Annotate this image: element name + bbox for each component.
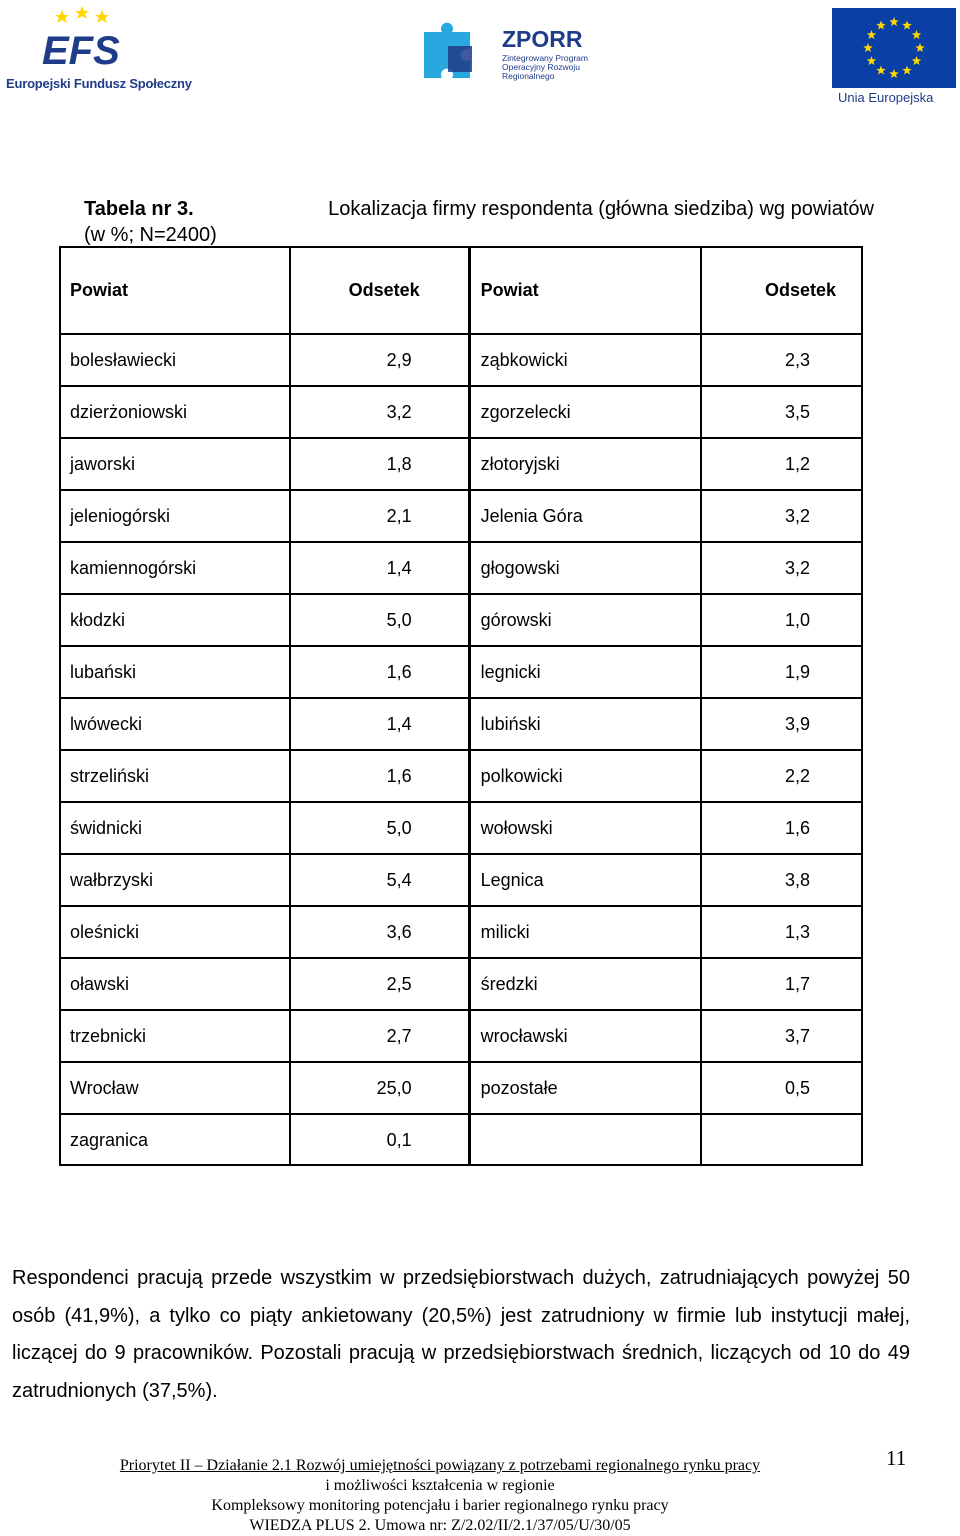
table-row <box>60 543 862 595</box>
table-row <box>60 1115 862 1165</box>
table-row <box>60 335 862 387</box>
table-caption-label: Tabela nr 3. <box>84 198 194 220</box>
cell-powiat-1: bolesławiecki <box>60 335 291 387</box>
cell-powiat-1: świdnicki <box>60 803 291 855</box>
body-paragraph: Respondenci pracują przede wszystkim w przedsiębiorstwach dużych, zatrudniających powyżej 50 osób (41,9%), a tylko co piąty ankietowany (20,5%) jest zatrudniony w firmie lub instytucji małej, liczącej do 9 pracowników. Pozostali pracują w przedsiębiorstwach średnich, liczących od 10 do 49 zatrudnionych (37,5%). <box>12 1267 910 1402</box>
cell-powiat-2: milicki <box>471 907 703 959</box>
cell-powiat-2: polkowicki <box>471 751 703 803</box>
eu-star-icon <box>867 56 877 65</box>
table-row <box>60 647 862 699</box>
table-header-row <box>60 247 862 335</box>
cell-powiat-2: średzki <box>471 959 703 1011</box>
cell-odsetek-1: 1,8 <box>291 439 470 491</box>
cell-powiat-1: wałbrzyski <box>60 855 291 907</box>
cell-powiat-1: jaworski <box>60 439 291 491</box>
cell-odsetek-2: 3,7 <box>702 1011 862 1063</box>
cell-powiat-2: ząbkowicki <box>471 335 703 387</box>
eu-caption: Unia Europejska <box>838 90 934 105</box>
footer-line-3: Kompleksowy monitoring potencjału i barier regionalnego rynku pracy <box>211 1497 669 1514</box>
cell-powiat-2: Jelenia Góra <box>471 491 703 543</box>
cell-powiat-1: kamiennogórski <box>60 543 291 595</box>
cell-powiat-1: jeleniogórski <box>60 491 291 543</box>
header-odsetek-2: Odsetek <box>702 247 862 335</box>
svg-text:EFS: EFS <box>42 29 120 72</box>
cell-powiat-2 <box>471 1115 703 1165</box>
eu-star-icon <box>902 66 912 75</box>
efs-logo <box>4 4 192 96</box>
table-row <box>60 959 862 1011</box>
zporr-logo <box>418 22 588 92</box>
cell-odsetek-1: 1,4 <box>291 543 470 595</box>
cell-powiat-1: kłodzki <box>60 595 291 647</box>
cell-powiat-2: legnicki <box>471 647 703 699</box>
cell-powiat-1: zagranica <box>60 1115 291 1165</box>
eu-star-icon <box>912 30 922 39</box>
cell-odsetek-2: 3,2 <box>702 491 862 543</box>
table-row <box>60 439 862 491</box>
cell-odsetek-1: 3,6 <box>291 907 470 959</box>
cell-odsetek-1: 0,1 <box>291 1115 470 1165</box>
table-row <box>60 491 862 543</box>
cell-odsetek-1: 25,0 <box>291 1063 470 1115</box>
footer-line-2: i możliwości kształcenia w regionie <box>325 1477 555 1494</box>
table-row <box>60 387 862 439</box>
cell-odsetek-2: 2,2 <box>702 751 862 803</box>
table-row <box>60 803 862 855</box>
cell-odsetek-1: 2,9 <box>291 335 470 387</box>
cell-powiat-1: Wrocław <box>60 1063 291 1115</box>
eu-stars-icon <box>832 8 956 88</box>
eu-flag <box>832 8 956 88</box>
eu-star-icon <box>876 66 886 75</box>
cell-powiat-1: oławski <box>60 959 291 1011</box>
cell-powiat-1: lwówecki <box>60 699 291 751</box>
cell-powiat-2: pozostałe <box>471 1063 703 1115</box>
cell-odsetek-2: 1,2 <box>702 439 862 491</box>
eu-star-icon <box>876 20 886 29</box>
table-row <box>60 595 862 647</box>
puzzle-icon <box>418 22 498 88</box>
table-caption-line1: Lokalizacja firmy respondenta (główna siedziba) wg powiatów <box>328 198 874 220</box>
cell-odsetek-1: 2,1 <box>291 491 470 543</box>
cell-powiat-2: głogowski <box>471 543 703 595</box>
table-row <box>60 1063 862 1115</box>
eu-logo <box>832 8 956 108</box>
cell-powiat-2: wrocławski <box>471 1011 703 1063</box>
cell-powiat-2: złotoryjski <box>471 439 703 491</box>
cell-odsetek-2: 3,8 <box>702 855 862 907</box>
cell-odsetek-2: 3,9 <box>702 699 862 751</box>
table-row <box>60 751 862 803</box>
cell-powiat-2: lubiński <box>471 699 703 751</box>
eu-star-icon <box>912 56 922 65</box>
zporr-subtitle: Zintegrowany Program Operacyjny Rozwoju Regionalnego <box>502 53 588 81</box>
table-row <box>60 699 862 751</box>
eu-star-icon <box>867 30 877 39</box>
cell-odsetek-1: 2,7 <box>291 1011 470 1063</box>
cell-odsetek-1: 5,4 <box>291 855 470 907</box>
cell-odsetek-1: 3,2 <box>291 387 470 439</box>
cell-odsetek-2: 2,3 <box>702 335 862 387</box>
cell-powiat-1: dzierżoniowski <box>60 387 291 439</box>
table-row <box>60 1011 862 1063</box>
footer-line-1: Priorytet II – Działanie 2.1 Rozwój umiejętności powiązany z potrzebami regionalnego rynku pracy <box>119 1457 761 1474</box>
cell-odsetek-2: 3,2 <box>702 543 862 595</box>
table-caption <box>84 196 874 248</box>
eu-star-icon <box>915 43 925 52</box>
cell-odsetek-2: 1,0 <box>702 595 862 647</box>
cell-odsetek-1: 1,4 <box>291 699 470 751</box>
cell-powiat-1: strzeliński <box>60 751 291 803</box>
cell-odsetek-1: 2,5 <box>291 959 470 1011</box>
cell-powiat-2: zgorzelecki <box>471 387 703 439</box>
cell-odsetek-1: 1,6 <box>291 751 470 803</box>
cell-odsetek-2 <box>702 1115 862 1165</box>
cell-powiat-2: wołowski <box>471 803 703 855</box>
efs-emblem-icon <box>38 4 138 72</box>
cell-powiat-1: lubański <box>60 647 291 699</box>
cell-odsetek-2: 0,5 <box>702 1063 862 1115</box>
cell-powiat-1: oleśnicki <box>60 907 291 959</box>
efs-caption: Europejski Fundusz Społeczny <box>6 76 192 91</box>
eu-star-icon <box>889 17 899 26</box>
page-number: 11 <box>886 1446 907 1470</box>
cell-powiat-1: trzebnicki <box>60 1011 291 1063</box>
cell-odsetek-1: 5,0 <box>291 803 470 855</box>
cell-odsetek-1: 5,0 <box>291 595 470 647</box>
cell-odsetek-2: 1,9 <box>702 647 862 699</box>
table-row <box>60 907 862 959</box>
page-footer <box>40 1456 840 1536</box>
cell-odsetek-2: 1,7 <box>702 959 862 1011</box>
table-caption-line2: (w %; N=2400) <box>84 224 217 246</box>
cell-odsetek-2: 1,6 <box>702 803 862 855</box>
cell-odsetek-2: 3,5 <box>702 387 862 439</box>
table-row <box>60 855 862 907</box>
powiat-table <box>59 246 863 1166</box>
cell-odsetek-2: 1,3 <box>702 907 862 959</box>
cell-odsetek-1: 1,6 <box>291 647 470 699</box>
zporr-title: ZPORR <box>502 26 583 52</box>
header-odsetek-1: Odsetek <box>291 247 470 335</box>
eu-star-icon <box>902 20 912 29</box>
header-powiat-1: Powiat <box>60 247 291 335</box>
header-powiat-2: Powiat <box>471 247 703 335</box>
cell-powiat-2: Legnica <box>471 855 703 907</box>
eu-star-icon <box>863 43 873 52</box>
eu-star-icon <box>889 69 899 78</box>
cell-powiat-2: górowski <box>471 595 703 647</box>
footer-line-4: WIEDZA PLUS 2. Umowa nr: Z/2.02/II/2.1/37/05/U/30/05 <box>249 1517 631 1534</box>
